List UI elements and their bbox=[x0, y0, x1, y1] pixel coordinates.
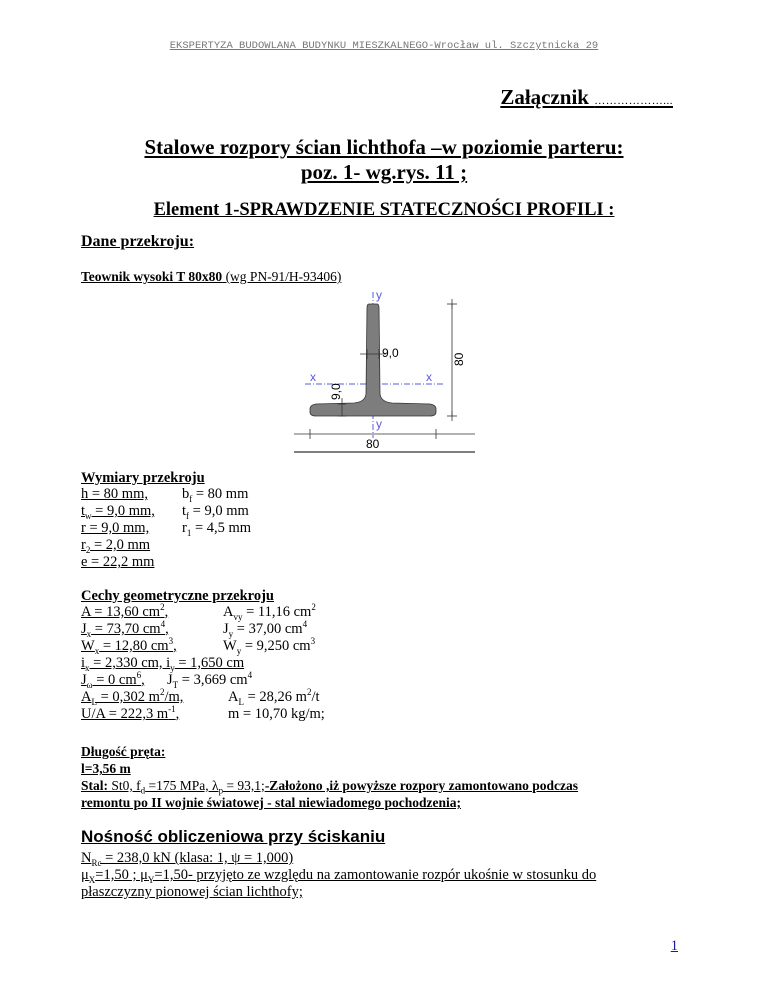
geom-row-5: $J_\omega = 0$ $cm^6$, $J_T = 3,669$ $cm^4$ bbox=[81, 670, 253, 690]
steel-line: Stal: St0, $f_d =175$ MPa, $\lambda_p$ = 93,1;-Założono ,iż powyższe rozpory zamontowano podczas bbox=[81, 778, 579, 796]
geom-row-3: $W_x = 12,80$ $cm^3$, $W_y = 9,250$ $cm^3$ bbox=[81, 636, 316, 656]
length-heading: Długość pręta: bbox=[81, 744, 166, 759]
steel-note-2: remontu po II wojnie światowej - stal niewiadomego pochodzenia; bbox=[81, 795, 461, 810]
dim-row-2: $t_w = 9,0$ mm, $t_f = 9,0$ mm bbox=[81, 503, 249, 521]
section-heading: Dane przekroju: bbox=[81, 233, 195, 250]
annex-label: Załącznik ………………... bbox=[500, 85, 673, 109]
element-title: Element 1-SPRAWDZENIE STATECZNOŚCI PROFILI : bbox=[153, 200, 615, 220]
geometry-heading: Cechy geometryczne przekroju bbox=[81, 588, 274, 604]
profile-line: Teownik wysoki T 80x80 (wg PN-91/H-93406) bbox=[81, 269, 342, 284]
capacity-heading: Nośność obliczeniowa przy ściskaniu bbox=[81, 827, 386, 846]
label-y-bottom: y bbox=[376, 417, 382, 431]
label-height: 80 bbox=[452, 352, 466, 366]
geom-row-1: A = 13,60 $cm^2$, $A_{vy} = 11,16$ $cm^2$ bbox=[81, 602, 316, 622]
running-header: EKSPERTYZA BUDOWLANA BUDYNKU MIESZKALNEGO-Wrocław ul. Szczytnicka 29 bbox=[169, 40, 599, 52]
label-web-thickness: 9,0 bbox=[382, 346, 399, 360]
t-section-drawing bbox=[290, 288, 480, 458]
geom-row-2: $J_x = 73,70$ $cm^4$, $J_y = 37,00$ $cm^4$ bbox=[81, 619, 308, 639]
label-x-right: x bbox=[426, 370, 432, 384]
length-value: l=3,56 m bbox=[81, 761, 131, 776]
title-line-1: Stalowe rozpory ścian lichthofa –w poziomie parteru: bbox=[144, 135, 624, 159]
nrc-line: $N_{Rc} = 238,0$ kN (klasa: 1, ψ = 1,000) bbox=[81, 850, 294, 868]
geom-row-6: $A_L = 0,302$ $m^2/m$, $A_L = 28,26$ $m^2/t$ bbox=[81, 687, 320, 707]
label-width: 80 bbox=[366, 437, 380, 451]
dim-row-1: h = 80 mm, $b_f = 80$ mm bbox=[81, 486, 249, 504]
page-number: 1 bbox=[670, 938, 678, 954]
geom-row-7: U/A = 222,3 $m^{-1}$, m = 10,70 kg/m; bbox=[81, 704, 325, 722]
title-line-2: poz. 1- wg.rys. 11 ; bbox=[300, 160, 468, 184]
dim-row-3: r = 9,0 mm, $r_1 = 4,5$ mm bbox=[81, 520, 252, 538]
label-flange-thickness: 9,0 bbox=[329, 383, 343, 400]
dimensions-heading: Wymiary przekroju bbox=[81, 470, 205, 486]
mu-line: $\mu_X=1,50$ ; $\mu_Y=1,50-$ przyjęto ze względu na zamontowanie rozpór ukośnie w stosunku do bbox=[81, 867, 597, 885]
mu-line-3: płaszczyzny pionowej ścian lichthofy; bbox=[81, 884, 303, 900]
dim-row-4: $r_2 = 2,0$ mm bbox=[81, 537, 151, 555]
label-y-top: y bbox=[376, 288, 382, 302]
geom-row-4: $i_x = 2,330$ cm, $i_y = 1,650$ cm bbox=[81, 655, 245, 673]
dim-row-5: e = 22,2 mm bbox=[81, 554, 155, 570]
label-x-left: x bbox=[310, 370, 316, 384]
